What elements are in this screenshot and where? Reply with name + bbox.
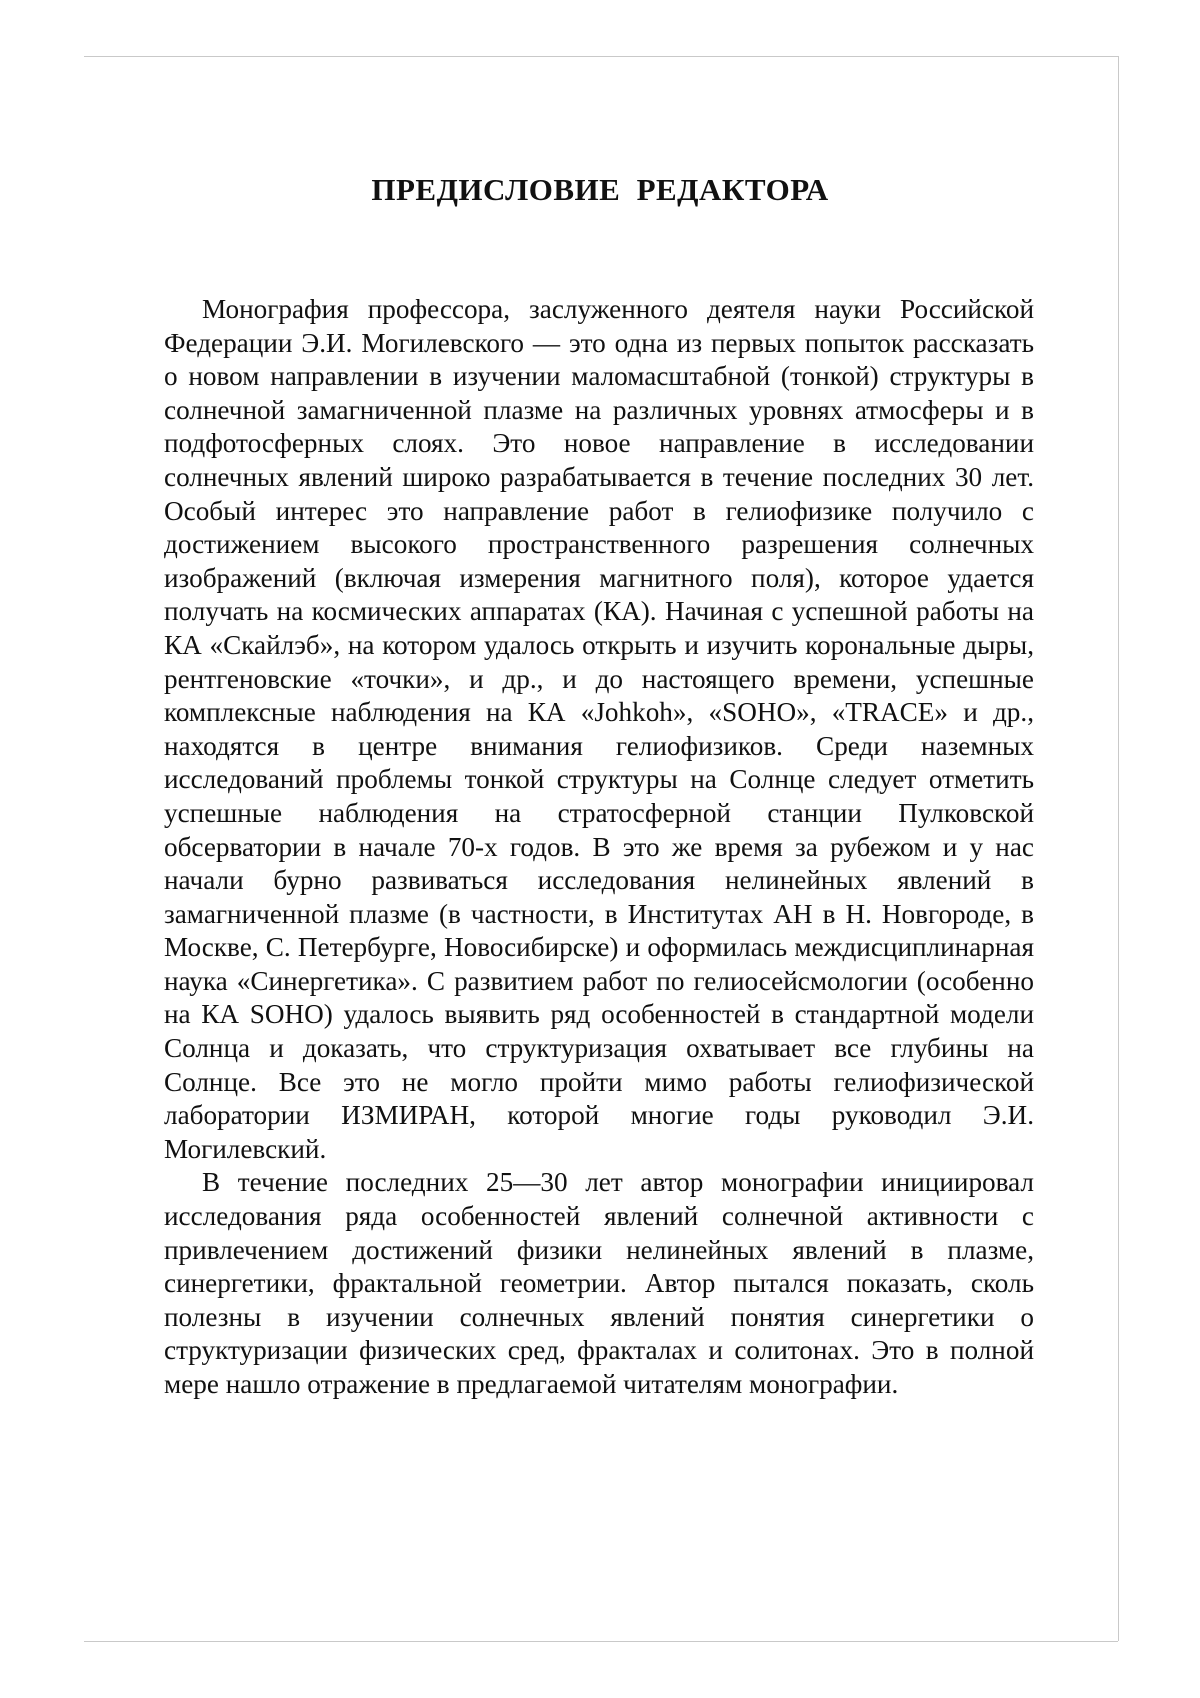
page-right-border [1118, 56, 1119, 1641]
page-title: ПРЕДИСЛОВИЕ РЕДАКТОРА [371, 172, 829, 207]
body-text [164, 293, 1034, 1402]
page-bottom-border [84, 1641, 1118, 1642]
page-top-border [84, 56, 1118, 57]
paragraph-1: Монография профессора, заслуженного деятеля науки Российской Федерации Э.И. Могилевского — это одна из первых попыток рассказать о новом направлении в изучении маломасштабной (тонкой) структуры в солнечной замагниченной плазме на различных уровнях атмосферы и в подфотосферных слоях. Это новое направление в исследовании солнечных явлений широко разрабатывается в течение последних 30 лет. Особый интерес это направление работ в гелиофизике получило с достижением высокого пространственного разрешения солнечных изображений (включая измерения магнитного поля), которое удается получать на космических аппаратах (КА). Начиная с успешной работы на КА «Скайлэб», на котором удалось открыть и изучить корональные дыры, рентгеновские «точки», и др., и до настоящего времени, успешные комплексные наблюдения на КА «Johkoh», «SOHO», «TRACE» и др., находятся в центре внимания гелиофизиков. Среди наземных исследований проблемы тонкой структуры на Солнце следует отметить успешные наблюдения на стратосферной станции Пулковской обсерватории в начале 70-х годов. В это же время за рубежом и у нас начали бурно развиваться исследования нелинейных явлений в замагниченной плазме (в частности, в Институтах АН в Н. Новгороде, в Москве, С. Петербурге, Новосибирске) и оформилась междисциплинарная наука «Синергетика». С развитием работ по гелиосейсмологии (особенно на КА SOHO) удалось выявить ряд особенностей в стандартной модели Солнца и доказать, что структуризация охватывает все глубины на Солнце. Все это не могло пройти мимо работы гелиофизической лаборатории ИЗМИРАН, которой многие годы руководил Э.И. Могилевский. [164, 294, 1034, 1164]
paragraph-2: В течение последних 25—30 лет автор монографии инициировал исследования ряда особенностей явлений солнечной активности с привлечением достижений физики нелинейных явлений в плазме, синергетики, фрактальной геометрии. Автор пытался показать, сколь полезны в изучении солнечных явлений понятия синергетики о структуризации физических сред, фракталах и солитонах. Это в полной мере нашло отражение в предлагаемой читателям монографии. [164, 1167, 1034, 1399]
